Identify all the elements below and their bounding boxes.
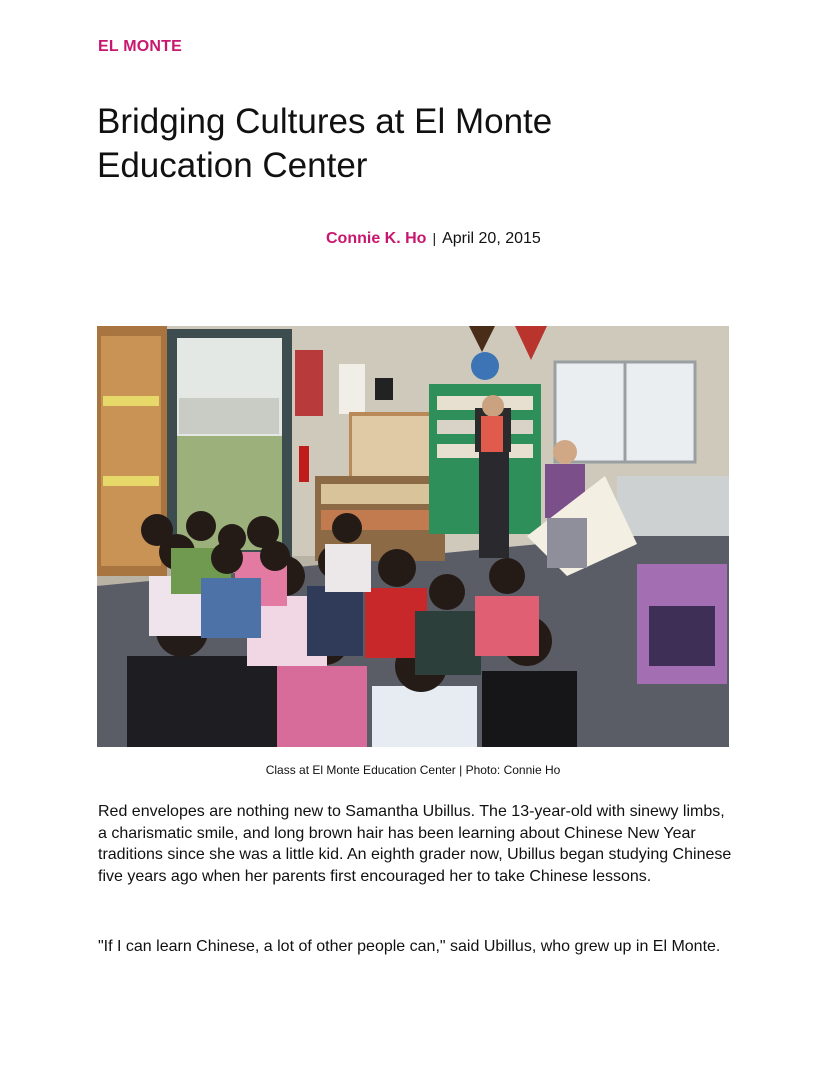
byline (326, 230, 541, 248)
body-paragraph: "If I can learn Chinese, a lot of other people can," said Ubillus, who grew up in El Monte. (98, 938, 721, 955)
section-label[interactable]: EL MONTE (98, 38, 182, 55)
article-photo (97, 326, 729, 747)
publish-date: April 20, 2015 (442, 230, 541, 247)
article-headline: Bridging Cultures at El Monte Education Center (97, 102, 553, 185)
body-paragraph: Red envelopes are nothing new to Samantha Ubillus. The 13-year-old with sinewy limbs, a charismatic smile, and long brown hair has been learning about Chinese New Year traditions since she was a little kid. An eighth grader now, Ubillus began studying Chinese five years ago when her parents first encouraged her to take Chinese lessons. (98, 803, 732, 885)
byline-separator: | (432, 230, 437, 246)
photo-caption: Class at El Monte Education Center | Photo: Connie Ho (265, 763, 561, 777)
author-name[interactable]: Connie K. Ho (326, 230, 427, 247)
